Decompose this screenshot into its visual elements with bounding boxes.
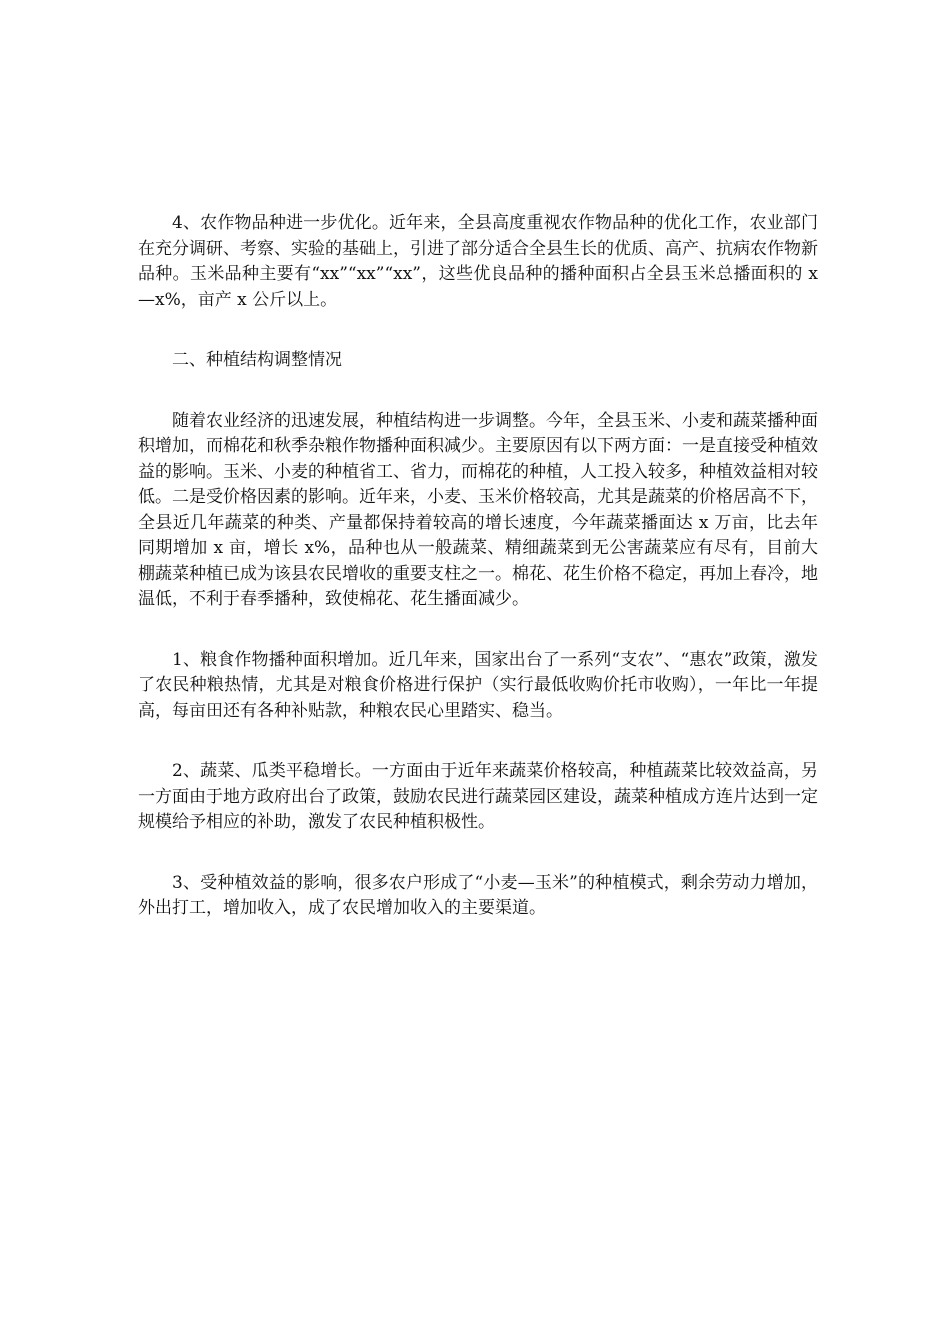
paragraph-grain-area-increase: 1、粮食作物播种面积增加。近几年来，国家出台了一系列“支农”、“惠农”政策，激发了农民种粮热情，尤其是对粮食价格进行保护（实行最低收购价托市收购），一年比一年提高，每亩田还有各种补贴款，种粮农民心里踏实、稳当。	[138, 649, 818, 721]
document-body	[138, 211, 818, 957]
paragraph-planting-benefit: 3、受种植效益的影响，很多农户形成了“小麦—玉米”的种植模式，剩余劳动力增加，外出打工，增加收入，成了农民增加收入的主要渠道。	[138, 872, 818, 918]
paragraph-vegetable-growth: 2、蔬菜、瓜类平稳增长。一方面由于近年来蔬菜价格较高，种植蔬菜比较效益高，另一方面由于地方政府出台了政策，鼓励农民进行蔬菜园区建设，蔬菜种植成方连片达到一定规模给予相应的补助，激发了农民种植积极性。	[138, 761, 818, 832]
paragraph-structure-adjustment: 随着农业经济的迅速发展，种植结构进一步调整。今年，全县玉米、小麦和蔬菜播种面积增加，而棉花和秋季杂粮作物播种面积减少。主要原因有以下两方面：一是直接受种植效益的影响。玉米、小麦的种植省工、省力，而棉花的种植，人工投入较多，种植效益相对较低。二是受价格因素的影响。近年来，小麦、玉米价格较高，尤其是蔬菜的价格居高不下，全县近几年蔬菜的种类、产量都保持着较高的增长速度，今年蔬菜播面达 x 万亩，比去年同期增加 x 亩，增长 x%，品种也从一般蔬菜、精细蔬菜到无公害蔬菜应有尽有，目前大棚蔬菜种植已成为该县农民增收的重要支柱之一。棉花、花生价格不稳定，再加上春冷，地温低，不利于春季播种，致使棉花、花生播面减少。	[138, 410, 818, 609]
paragraph-crop-variety-optimization: 4、农作物品种进一步优化。近年来，全县高度重视农作物品种的优化工作，农业部门在充分调研、考察、实验的基础上，引进了部分适合全县生长的优质、高产、抗病农作物新品种。玉米品种主要有“xx”“xx”“xx”，这些优良品种的播种面积占全县玉米总播面积的 x—x%，亩产 x 公斤以上。	[138, 213, 818, 310]
section-heading-planting-structure: 二、种植结构调整情况	[172, 350, 342, 370]
